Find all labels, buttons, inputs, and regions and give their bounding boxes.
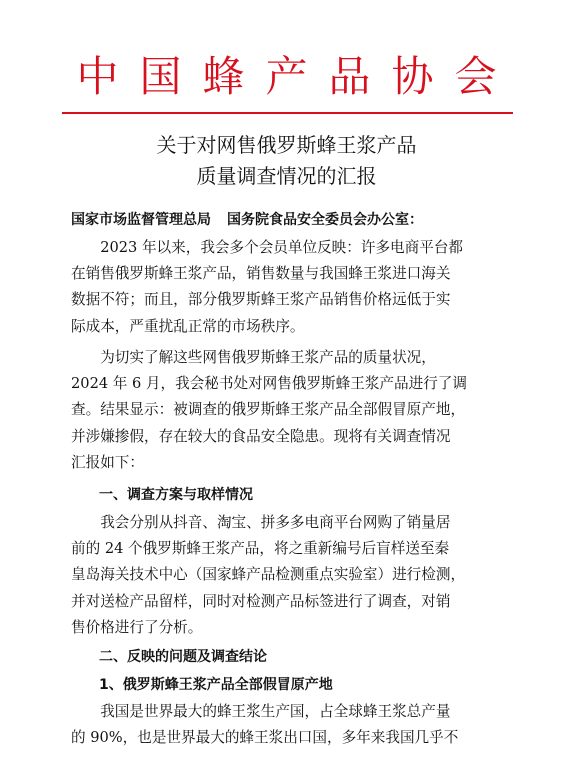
section-heading-1: 一、调查方案与取样情况 <box>99 487 253 503</box>
paragraph-line: 并涉嫌掺假，存在较大的食品安全隐患。现将有关调查情况 <box>71 427 451 445</box>
subsection-heading-1: 1、俄罗斯蜂王浆产品全部假冒原产地 <box>99 677 333 693</box>
document-title-line-1: 关于对网售俄罗斯蜂王浆产品 <box>156 133 417 157</box>
recipient-1: 国家市场监督管理总局 <box>71 212 211 228</box>
document-title-line-2: 质量调查情况的汇报 <box>196 164 377 188</box>
paragraph-line: 数据不符；而且，部分俄罗斯蜂王浆产品销售价格远低于实 <box>71 291 451 309</box>
paragraph-line: 我国是世界最大的蜂王浆生产国，占全球蜂王浆总产量 <box>100 703 451 720</box>
paragraph-line: 售价格进行了分析。 <box>71 618 203 636</box>
paragraph-3 <box>71 510 503 641</box>
paragraph-line: 皇岛海关技术中心（国家蜂产品检测重点实验室）进行检测， <box>71 566 466 584</box>
paragraph-line: 查。结果显示：被调查的俄罗斯蜂王浆产品全部假冒原产地， <box>71 401 466 419</box>
paragraph-line: 际成本，严重扰乱正常的市场秩序。 <box>71 317 305 335</box>
paragraph-line: 2023 年以来，我会多个会员单位反映：许多电商平台都 <box>100 239 464 256</box>
paragraph-line: 2024 年 6 月，我会秘书处对网售俄罗斯蜂王浆产品进行了调 <box>71 375 468 393</box>
paragraph-line: 在销售俄罗斯蜂王浆产品，销售数量与我国蜂王浆进口海关 <box>71 265 451 283</box>
section-heading-2: 二、反映的问题及调查结论 <box>99 649 267 665</box>
paragraph-line: 汇报如下： <box>71 453 144 471</box>
paragraph-line: 我会分别从抖音、淘宝、拼多多电商平台网购了销量居 <box>100 514 451 531</box>
letterhead-divider <box>62 112 513 114</box>
paragraph-1 <box>71 235 503 340</box>
paragraph-line: 并对送检产品留样，同时对检测产品标签进行了调查，对销 <box>71 592 451 610</box>
letterhead-title: 中国蜂产品协会 <box>76 52 518 101</box>
paragraph-2 <box>71 345 503 476</box>
paragraph-line: 的 90%，也是世界最大的蜂王浆出口国，多年来我国几乎不 <box>71 729 459 747</box>
paragraph-4 <box>71 699 503 751</box>
addressee <box>71 208 423 232</box>
paragraph-line: 前的 24 个俄罗斯蜂王浆产品，将之重新编号后盲样送至秦 <box>71 540 450 558</box>
recipient-2: 国务院食品安全委员会办公室： <box>227 212 423 228</box>
paragraph-line: 为切实了解这些网售俄罗斯蜂王浆产品的质量状况， <box>100 349 436 366</box>
